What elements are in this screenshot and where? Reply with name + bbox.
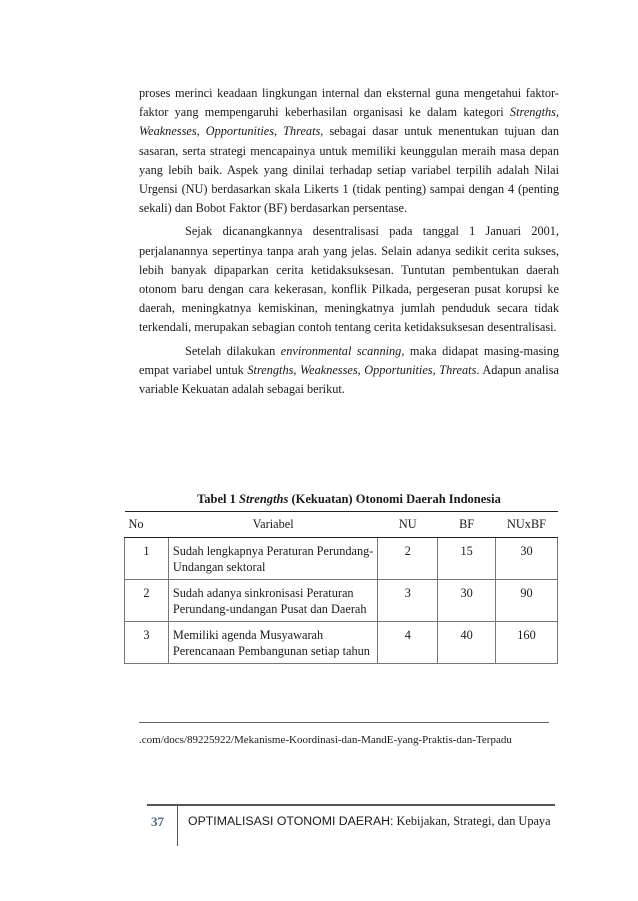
page-number: 37 [151,814,164,829]
header-variabel: Variabel [168,512,377,538]
cell-variabel: Memiliki agenda Musyawarah Perencanaan Pembangunan setiap tahun [168,622,377,664]
table-caption [139,492,559,507]
paragraph-2: Sejak dicanangkannya desentralisasi pada tanggal 1 Januari 2001, perjalanannya sepertinya tanpa arah yang jelas. Selain adanya sedikit cerita sukses, lebih banyak dipaparkan cerita ketidaksuksesan. Tuntutan pembentukan daerah otonom baru dengan cara kekerasan, konflik Pilkada, pergeseran pusat korupsi ke daerah, meningkatnya kemiskinan, meningkatnya jumlah penduduk secara tidak terkendali, merupakan sebagian contoh tentang cerita ketidaksuksesan desentralisasi. [139,224,559,335]
cell-nuxbf: 30 [496,538,558,580]
footnote: .com/docs/89225922/Mekanisme-Koordinasi-dan-MandE-yang-Praktis-dan-Terpadu [139,734,512,746]
cell-no: 2 [125,580,169,622]
paragraph-3-text-c: . Adapun analisa variable Kekuatan adalah sebagai berikut. [139,362,559,397]
cell-nuxbf: 90 [496,580,558,622]
paragraph-3-text-a: Setelah dilakukan [185,343,281,358]
header-no: No [125,512,169,538]
header-nu: NU [378,512,438,538]
table-header-row [125,512,558,538]
cell-bf: 30 [438,580,496,622]
table-caption-italic: Strengths [239,492,289,506]
table-row [125,622,558,664]
running-footer-title [188,812,558,830]
paragraph-1-text-a: proses merinci keadaan lingkungan internal dan eksternal guna mengetahui faktor-faktor yang mempengaruhi keberhasilan organisasi ke dalam kategori [139,86,559,120]
footer-title-sub: Kebijakan, Strategi, dan Upaya [393,814,551,828]
body-text [139,84,559,399]
table-caption-prefix: Tabel 1 [197,492,240,506]
cell-nu: 3 [378,580,438,622]
footer-title-main: OPTIMALISASI OTONOMI DAERAH: [188,814,394,828]
cell-no: 3 [125,622,169,664]
header-nuxbf: NUxBF [496,512,558,538]
table-row [125,538,558,580]
strengths-table [124,511,558,664]
paragraph-1-italic: Strengths, Weaknesses, Opportunities, Threats [139,105,559,139]
table-row [125,580,558,622]
cell-bf: 40 [438,622,496,664]
paragraph-1 [139,84,559,218]
footnote-divider [139,722,549,723]
footer-vertical-divider [177,806,178,846]
cell-nuxbf: 160 [496,622,558,664]
table-caption-suffix: (Kekuatan) Otonomi Daerah Indonesia [288,492,501,506]
header-bf: BF [438,512,496,538]
cell-variabel: Sudah adanya sinkronisasi Peraturan Perundang-undangan Pusat dan Daerah [168,580,377,622]
cell-no: 1 [125,538,169,580]
footer-divider [147,804,555,806]
cell-nu: 4 [378,622,438,664]
paragraph-3-italic-a: environmental scanning [280,343,402,358]
paragraph-3-text-b: , maka didapat masing-masing empat variabel untuk [139,343,559,377]
paragraph-1-text-b: , sebagai dasar untuk menentukan tujuan dan sasaran, serta strategi mencapainya untuk memiliki keunggulan meraih masa depan yang lebih baik. Aspek yang dinilai terhadap setiap variabel terpilih adalah Nilai Urgensi (NU) berdasarkan skala Likerts 1 (tidak penting) sampai dengan 4 (penting sekali) dan Bobot Faktor (BF) berdasarkan persentase. [139,124,560,216]
cell-nu: 2 [378,538,438,580]
cell-variabel: Sudah lengkapnya Peraturan Perundang-Undangan sektoral [168,538,377,580]
cell-bf: 15 [438,538,496,580]
paragraph-3 [139,342,559,400]
paragraph-3-italic-b: Strengths, Weaknesses, Opportunities, Threats [247,362,477,377]
